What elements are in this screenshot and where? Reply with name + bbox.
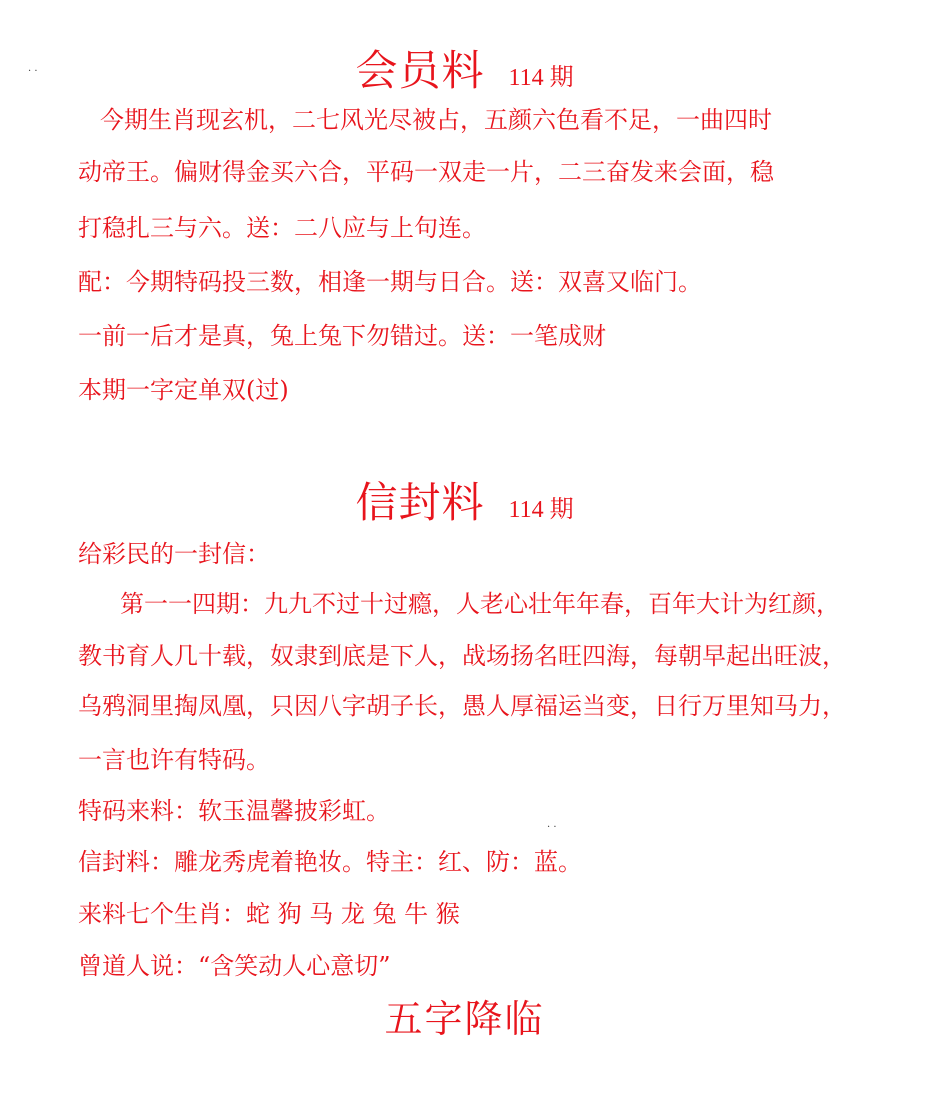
footer-title: 五字降临 [384,997,545,1041]
member-section-title [0,38,929,98]
letter-line: 曾道人说：“含笑动人心意切” [78,952,391,980]
letter-line: 来料七个生肖：蛇 狗 马 龙 兔 牛 猴 [78,900,460,928]
letter-line: 教书育人几十载，奴隶到底是下人，战场扬名旺四海，每朝早起出旺波， [78,642,846,670]
member-line: 配：今期特码投三数，相逢一期与日合。送：双喜又临门。 [78,268,702,296]
member-issue-number: 114 期 [508,65,574,91]
member-title-text: 会员料 [355,46,485,95]
member-line: 打稳扎三与六。送：二八应与上句连。 [78,214,486,242]
letter-line: 特码来料：软玉温馨披彩虹。 [78,797,390,825]
member-line: 今期生肖现玄机，二七风光尽被占，五颜六色看不足，一曲四时 [100,106,772,134]
letter-title-text: 信封料 [355,478,485,527]
scan-speck: · · [547,822,557,833]
letter-line: 第一一四期：九九不过十过瘾，人老心壮年年春，百年大计为红颜， [120,590,840,618]
letter-line: 信封料：雕龙秀虎着艳妆。特主：红、防：蓝。 [78,848,582,876]
letter-line: 给彩民的一封信： [78,540,270,568]
member-line: 一前一后才是真，兔上兔下勿错过。送：一笔成财 [78,322,606,350]
letter-line: 一言也许有特码。 [78,746,270,774]
scan-speck: · · [28,66,38,77]
letter-line: 乌鸦洞里掏凤凰，只因八字胡子长，愚人厚福运当变，日行万里知马力， [78,692,846,720]
member-line: 本期一字定单双(过) [78,376,289,404]
letter-issue-number: 114 期 [508,497,574,523]
member-line: 动帝王。偏财得金买六合，平码一双走一片，二三奋发来会面，稳 [78,158,774,186]
letter-section-title [0,470,929,530]
